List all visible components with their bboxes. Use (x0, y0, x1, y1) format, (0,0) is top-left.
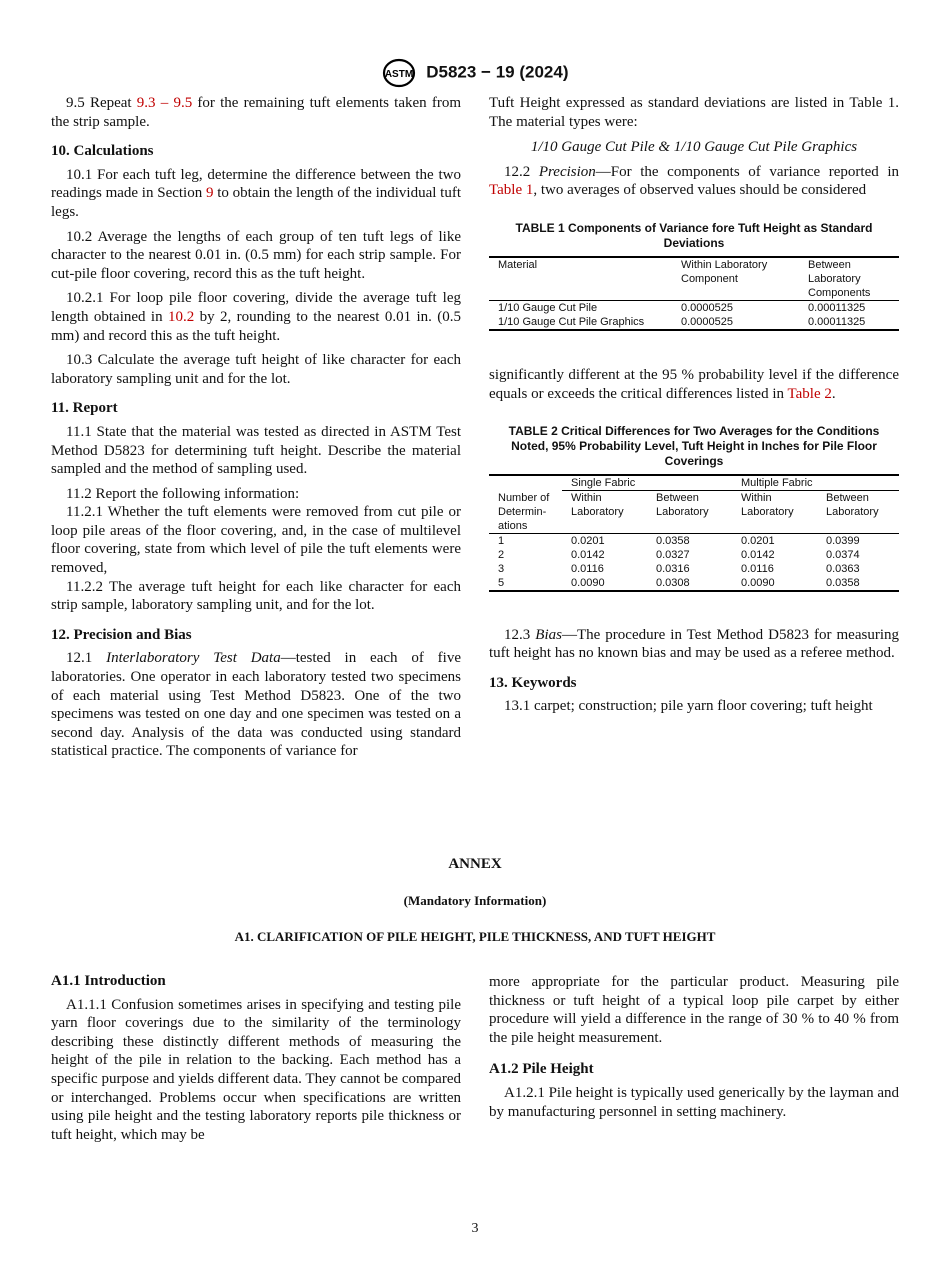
section-12-heading: 12. Precision and Bias (51, 626, 192, 643)
a1-1-heading: A1.1 Introduction (51, 973, 166, 989)
para-10-2: 10.2 Average the lengths of each group of ten tuft legs of like character to the nearest 0.01 in. (0.5 mm) for each strip sample. For cut-pile floor covering, record this as the tuft height. (51, 228, 461, 282)
table-2 (489, 424, 899, 592)
annex-left-column (51, 972, 461, 1150)
para-13-1: 13.1 carpet; construction; pile yarn floor covering; tuft height (504, 698, 873, 715)
para-12-1-cont: Tuft Height expressed as standard deviations are listed in Table 1. The material types were: (489, 95, 899, 130)
right-column (489, 94, 899, 722)
table-2-group-multiple: Multiple Fabric (732, 475, 899, 491)
table-2-cell: 0.0327 (656, 548, 690, 561)
table-2-cell: 0.0308 (647, 576, 732, 591)
table-1-cell: 0.0000525 (672, 315, 799, 330)
para-12-2-cont: significantly different at the 95 % probability level if the difference equals or exceeds the critical differences listed in Table 2. (489, 366, 899, 402)
link-10-2[interactable]: 10.2 (167, 308, 195, 325)
table-1-header: Between Laboratory Components (799, 257, 899, 301)
para-11-2: 11.2 Report the following information: (66, 485, 300, 502)
standard-designation: D5823 − 19 (2024) (426, 62, 569, 82)
annex-subtitle: (Mandatory Information) (403, 893, 547, 908)
para-a1-1-1: A1.1.1 Confusion sometimes arises in specifying and testing pile yarn floor coverings due to the similarity of the terminology describing these distinctly different methods of measuring the height of the pile in relation to the backing. Each method has a specific purpose and yields different data. They cannot be compared or interchanged. Problems occur when specifications are written using pile height and the testing laboratory reports pile thickness or tuft height, which may be (51, 996, 461, 1143)
section-10-heading: 10. Calculations (51, 143, 154, 160)
table-1-cell: 0.0000525 (681, 301, 733, 314)
table-2-group-single: Single Fabric (562, 475, 732, 491)
table-2-header: Within Laboratory (732, 491, 817, 534)
para-a1-1-1-cont: more appropriate for the particular product. Measuring pile thickness or tuft height of a typical loop pile carpet by either procedure will yield a difference in the range of 30 % to 40 % from the pile height measurement. (489, 974, 899, 1046)
table-2-header: Between Laboratory (647, 491, 732, 534)
table-2-cell: 0.0201 (741, 534, 775, 547)
table-2-cell: 0.0116 (571, 562, 604, 575)
table-2-cell: 0.0090 (732, 576, 817, 591)
para-12-2: 12.2 Precision—For the components of variance reported in Table 1, two averages of observed values should be considered (489, 163, 899, 199)
para-10-1: 10.1 For each tuft leg, determine the difference between the two readings made in Section 9 to obtain the length of the individual tuft legs. (51, 166, 461, 220)
table-2-cell: 0.0116 (741, 562, 774, 575)
table-2-cell: 0.0316 (656, 562, 690, 575)
table-1-cell: 0.00011325 (808, 301, 866, 314)
table-2-cell: 0.0201 (571, 534, 605, 547)
table-1-cell: 1/10 Gauge Cut Pile (498, 301, 598, 314)
page-header (0, 58, 950, 88)
table-2-cell: 0.0142 (741, 548, 775, 561)
table-1 (489, 221, 899, 331)
svg-text:ASTM: ASTM (384, 69, 413, 80)
annex-title: ANNEX (448, 856, 502, 872)
table-1-caption: TABLE 1 Components of Variance fore Tuft Height as Standard Deviations (515, 220, 873, 250)
para-a1-2-1: A1.2.1 Pile height is typically used generically by the layman and by manufacturing personnel in setting machinery. (489, 1084, 899, 1120)
astm-logo-icon (382, 58, 416, 88)
link-9-3-9-5[interactable]: 9.3 – 9.5 (136, 95, 193, 111)
table-2-header: Between Laboratory (817, 491, 899, 534)
table-1-header: Material (489, 257, 672, 301)
table-1-cell: 0.00011325 (799, 315, 899, 330)
left-column (51, 94, 461, 767)
table-2-cell: 0.0399 (826, 534, 860, 547)
material-types: 1/10 Gauge Cut Pile & 1/10 Gauge Cut Pile Graphics (530, 139, 858, 156)
table-2-cell: 1 (498, 534, 505, 547)
table-1-cell: 1/10 Gauge Cut Pile Graphics (489, 315, 672, 330)
table-2-cell: 3 (498, 562, 505, 575)
table-1-header: Within Laboratory Component (672, 257, 799, 301)
table-2-header: Number of Determin- ations (489, 491, 562, 534)
para-11-1: 11.1 State that the material was tested as directed in ASTM Test Method D5823 for determining tuft height. Describe the material sampled and the method of sampling used. (51, 423, 461, 478)
link-table-2[interactable]: Table 2 (787, 385, 832, 402)
para-12-3: 12.3 Bias—The procedure in Test Method D5823 for measuring tuft height has no known bias and may be used as a referee method. (489, 626, 900, 662)
section-13-heading: 13. Keywords (489, 674, 577, 691)
table-2-cell: 0.0363 (826, 562, 860, 575)
a1-2-heading: A1.2 Pile Height (489, 1061, 594, 1078)
table-2-cell: 0.0358 (817, 576, 899, 591)
para-9-5: 9.5 Repeat 9.3 – 9.5 for the remaining tuft elements taken from the strip sample. (51, 95, 461, 130)
table-2-header: Within Laboratory (562, 491, 647, 534)
table-2-cell: 5 (489, 576, 562, 591)
section-11-heading: 11. Report (51, 400, 118, 417)
para-11-2-1: 11.2.1 Whether the tuft elements were removed from cut pile or loop pile areas of the floor covering, and, in the case of multilevel floor covering, state from which level of pile the tuft elements were removed, (51, 504, 461, 577)
para-10-2-1: 10.2.1 For loop pile floor covering, divide the average tuft leg length obtained in 10.2 by 2, rounding to the nearest 0.01 in. (0.5 mm) and record this as the tuft height. (51, 290, 462, 344)
link-table-1[interactable]: Table 1 (489, 182, 534, 199)
annex-a1-title: A1. CLARIFICATION OF PILE HEIGHT, PILE THICKNESS, AND TUFT HEIGHT (234, 929, 716, 944)
table-2-cell: 2 (498, 548, 505, 561)
table-2-cell: 0.0090 (562, 576, 647, 591)
page-number: 3 (471, 1221, 479, 1236)
para-12-1: 12.1 Interlaboratory Test Data—tested in each of five laboratories. One operator in each laboratory tested two specimens of each material using Test Method D5823. One of the two specimens was tested on one day and one specimen was tested on a second day. Analysis of the data was conducted using standard statistical practice. The components of variance for (51, 650, 462, 760)
link-section-9[interactable]: 9 (205, 185, 214, 202)
table-2-cell: 0.0358 (656, 534, 690, 547)
para-11-2-2: 11.2.2 The average tuft height for each like character for each strip sample, laboratory sampling unit, and for the lot. (51, 578, 461, 614)
para-10-3: 10.3 Calculate the average tuft height of like character for each laboratory sampling unit and for the lot. (51, 352, 461, 387)
annex-right-column (489, 973, 899, 1127)
table-2-caption: TABLE 2 Critical Differences for Two Averages for the Conditions Noted, 95% Probability Level, Tuft Height in Inches for Pile Floor Coverings (508, 424, 880, 469)
table-2-cell: 0.0374 (826, 548, 860, 561)
table-2-cell: 0.0142 (571, 548, 605, 561)
